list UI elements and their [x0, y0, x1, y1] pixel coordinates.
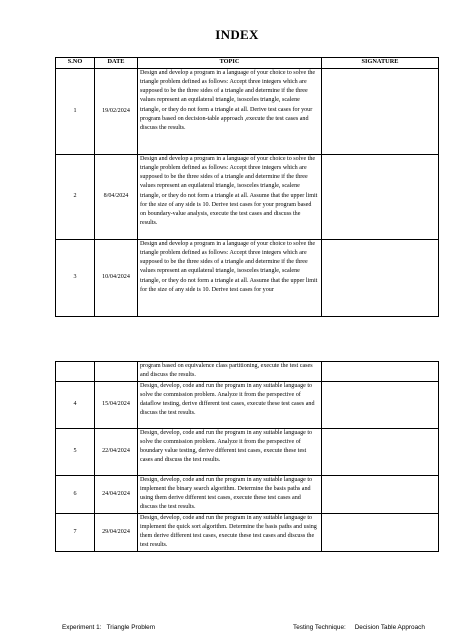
row-signature — [322, 429, 439, 476]
row-sno: 2 — [56, 155, 95, 240]
row-signature — [322, 476, 439, 514]
row-topic: Design, develop, code and run the program in any suitable language to solve the commission problem. Analyze it from the perspective of boundary value testing, derive different test cases, execute these test cases and discuss the test results. — [138, 429, 322, 476]
row-sno: 6 — [56, 476, 95, 514]
table-row — [56, 476, 439, 514]
table-row — [56, 155, 439, 240]
row-sno: 3 — [56, 240, 95, 317]
header-signature: SIGNATURE — [322, 58, 439, 69]
header-topic: TOPIC — [138, 58, 322, 69]
row-topic: Design and develop a program in a language of your choice to solve the triangle problem defined as follows: Accept three integers which are supposed to be the three sides of a triangle and determine if the three values represent an equilateral triangle, isosceles triangle, scalene triangle, or they do not form a triangle at all. Assume that the upper limit for the size of any side is 10. Derive test cases for your program based on boundary-value analysis, execute the test cases and discuss the results. — [138, 155, 322, 240]
row-signature — [322, 362, 439, 382]
footer-experiment: Experiment 1: Triangle Problem — [62, 624, 156, 631]
table-row — [56, 240, 439, 317]
table-row — [56, 362, 439, 382]
table-row — [56, 514, 439, 552]
row-sno: 7 — [56, 514, 95, 552]
row-topic: Design, develop, code and run the program in any suitable language to implement the quick sort algorithm. Determine the basis paths and using them derive different test cases, execute these test cases and discuss the test results. — [138, 514, 322, 552]
row-topic: Design, develop, code and run the program in any suitable language to implement the binary search algorithm. Determine the basis paths and using them derive different test cases, execute these test cases and discuss the test results. — [138, 476, 322, 514]
row-date — [95, 362, 138, 382]
table-row — [56, 69, 439, 155]
row-sno: 4 — [56, 382, 95, 429]
row-signature — [322, 382, 439, 429]
row-date: 15/04/2024 — [95, 382, 138, 429]
index-table — [55, 57, 439, 317]
index-table-continued — [55, 361, 439, 552]
row-sno: 1 — [56, 69, 95, 155]
row-signature — [322, 240, 439, 317]
row-date: 24/04/2024 — [95, 476, 138, 514]
row-date: 10/04/2024 — [95, 240, 138, 317]
row-date: 22/04/2024 — [95, 429, 138, 476]
row-signature — [322, 69, 439, 155]
row-sno: 5 — [56, 429, 95, 476]
row-signature — [322, 514, 439, 552]
header-sno: S.NO — [56, 58, 95, 69]
row-date: 8/04/2024 — [95, 155, 138, 240]
row-topic: Design and develop a program in a language of your choice to solve the triangle problem defined as follows: Accept three integers which are supposed to be the three sides of a triangle and determine if the three values represent an equilateral triangle, isosceles triangle, scalene triangle, or they do not form a triangle at all. Assume that the upper limit for the size of any side is 10. Derive test cases for your — [138, 240, 322, 317]
row-sno — [56, 362, 95, 382]
row-topic: program based on equivalence class partitioning, execute the test cases and discuss the results. — [138, 362, 322, 382]
footer-technique: Testing Technique: Decision Table Approach — [293, 624, 425, 631]
row-date: 19/02/2024 — [95, 69, 138, 155]
row-signature — [322, 155, 439, 240]
row-topic: Design, develop, code and run the program in any suitable language to solve the commission problem. Analyze it from the perspective of dataflow testing, derive different test cases, execute these test cases and discuss the test results. — [138, 382, 322, 429]
row-topic: Design and develop a program in a language of your choice to solve the triangle problem defined as follows: Accept three integers which are supposed to be the three sides of a triangle and determine if the three values represent an equilateral triangle, isosceles triangle, scalene triangle, or they do not form a triangle at all. Derive test cases for your program based on decision-table approach ,execute the test cases and discuss the results. — [138, 69, 322, 155]
table-row — [56, 429, 439, 476]
header-date: DATE — [95, 58, 138, 69]
page-title: INDEX — [215, 27, 259, 42]
table-row — [56, 382, 439, 429]
header-row — [56, 58, 439, 69]
row-date: 29/04/2024 — [95, 514, 138, 552]
